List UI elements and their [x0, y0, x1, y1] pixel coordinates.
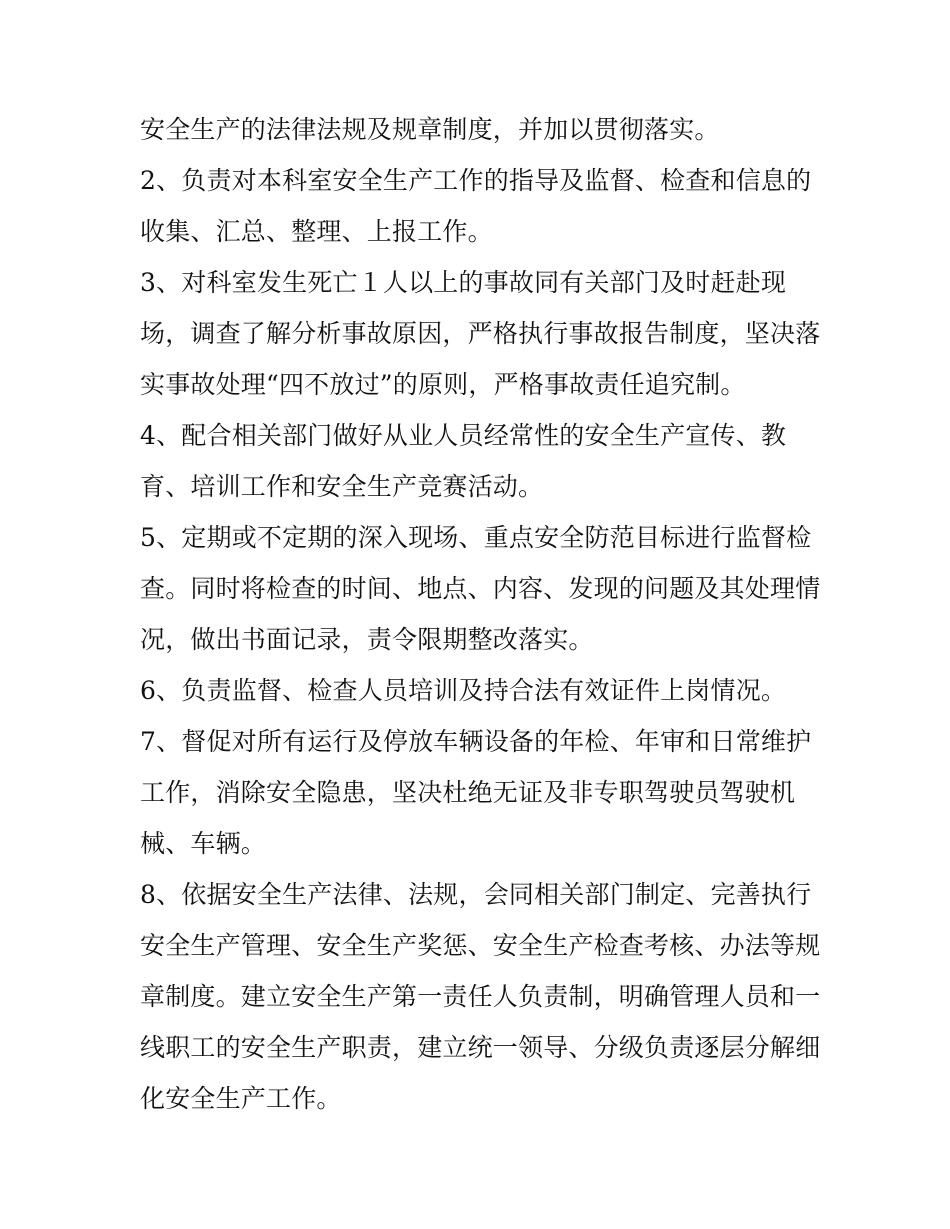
text-line: 8、依据安全生产法律、法规，会同相关部门制定、完善执行: [140, 880, 812, 909]
text-line: 线职工的安全生产职责，建立统一领导、分级负责逐层分解细: [140, 1033, 821, 1062]
text-line: 工作，消除安全隐患，坚决杜绝无证及非专职驾驶员驾驶机: [140, 778, 796, 807]
text-line: 7、督促对所有运行及停放车辆设备的年检、年审和日常维护: [140, 727, 812, 756]
text-line: 械、车辆。: [140, 829, 267, 858]
text-line: 5、定期或不定期的深入现场、重点安全防范目标进行监督检: [140, 523, 812, 552]
text-line: 3、对科室发生死亡１人以上的事故同有关部门及时赶赴现: [140, 268, 787, 297]
text-line: 场，调查了解分析事故原因，严格执行事故报告制度，坚决落: [140, 319, 821, 348]
document-body: [140, 104, 820, 1124]
text-line: 况，做出书面记录，责令限期整改落实。: [140, 625, 594, 654]
text-line: 查。同时将检查的时间、地点、内容、发现的问题及其处理情: [140, 574, 821, 603]
text-line: 6、负责监督、检查人员培训及持合法有效证件上岗情况。: [140, 676, 787, 705]
text-line: 4、配合相关部门做好从业人员经常性的安全生产宣传、教: [140, 421, 787, 450]
text-line: 化安全生产工作。: [140, 1084, 342, 1113]
text-line: 2、负责对本科室安全生产工作的指导及监督、检查和信息的: [140, 166, 812, 195]
text-line: 安全生产的法律法规及规章制度，并加以贯彻落实。: [140, 115, 720, 144]
text-line: 章制度。建立安全生产第一责任人负责制，明确管理人员和一: [140, 982, 821, 1011]
text-line: 育、培训工作和安全生产竞赛活动。: [140, 472, 544, 501]
text-line: 安全生产管理、安全生产奖惩、安全生产检查考核、办法等规: [140, 931, 821, 960]
text-line: 收集、汇总、整理、上报工作。: [140, 217, 493, 246]
text-line: 实事故处理“四不放过”的原则，严格事故责任追究制。: [140, 370, 746, 399]
